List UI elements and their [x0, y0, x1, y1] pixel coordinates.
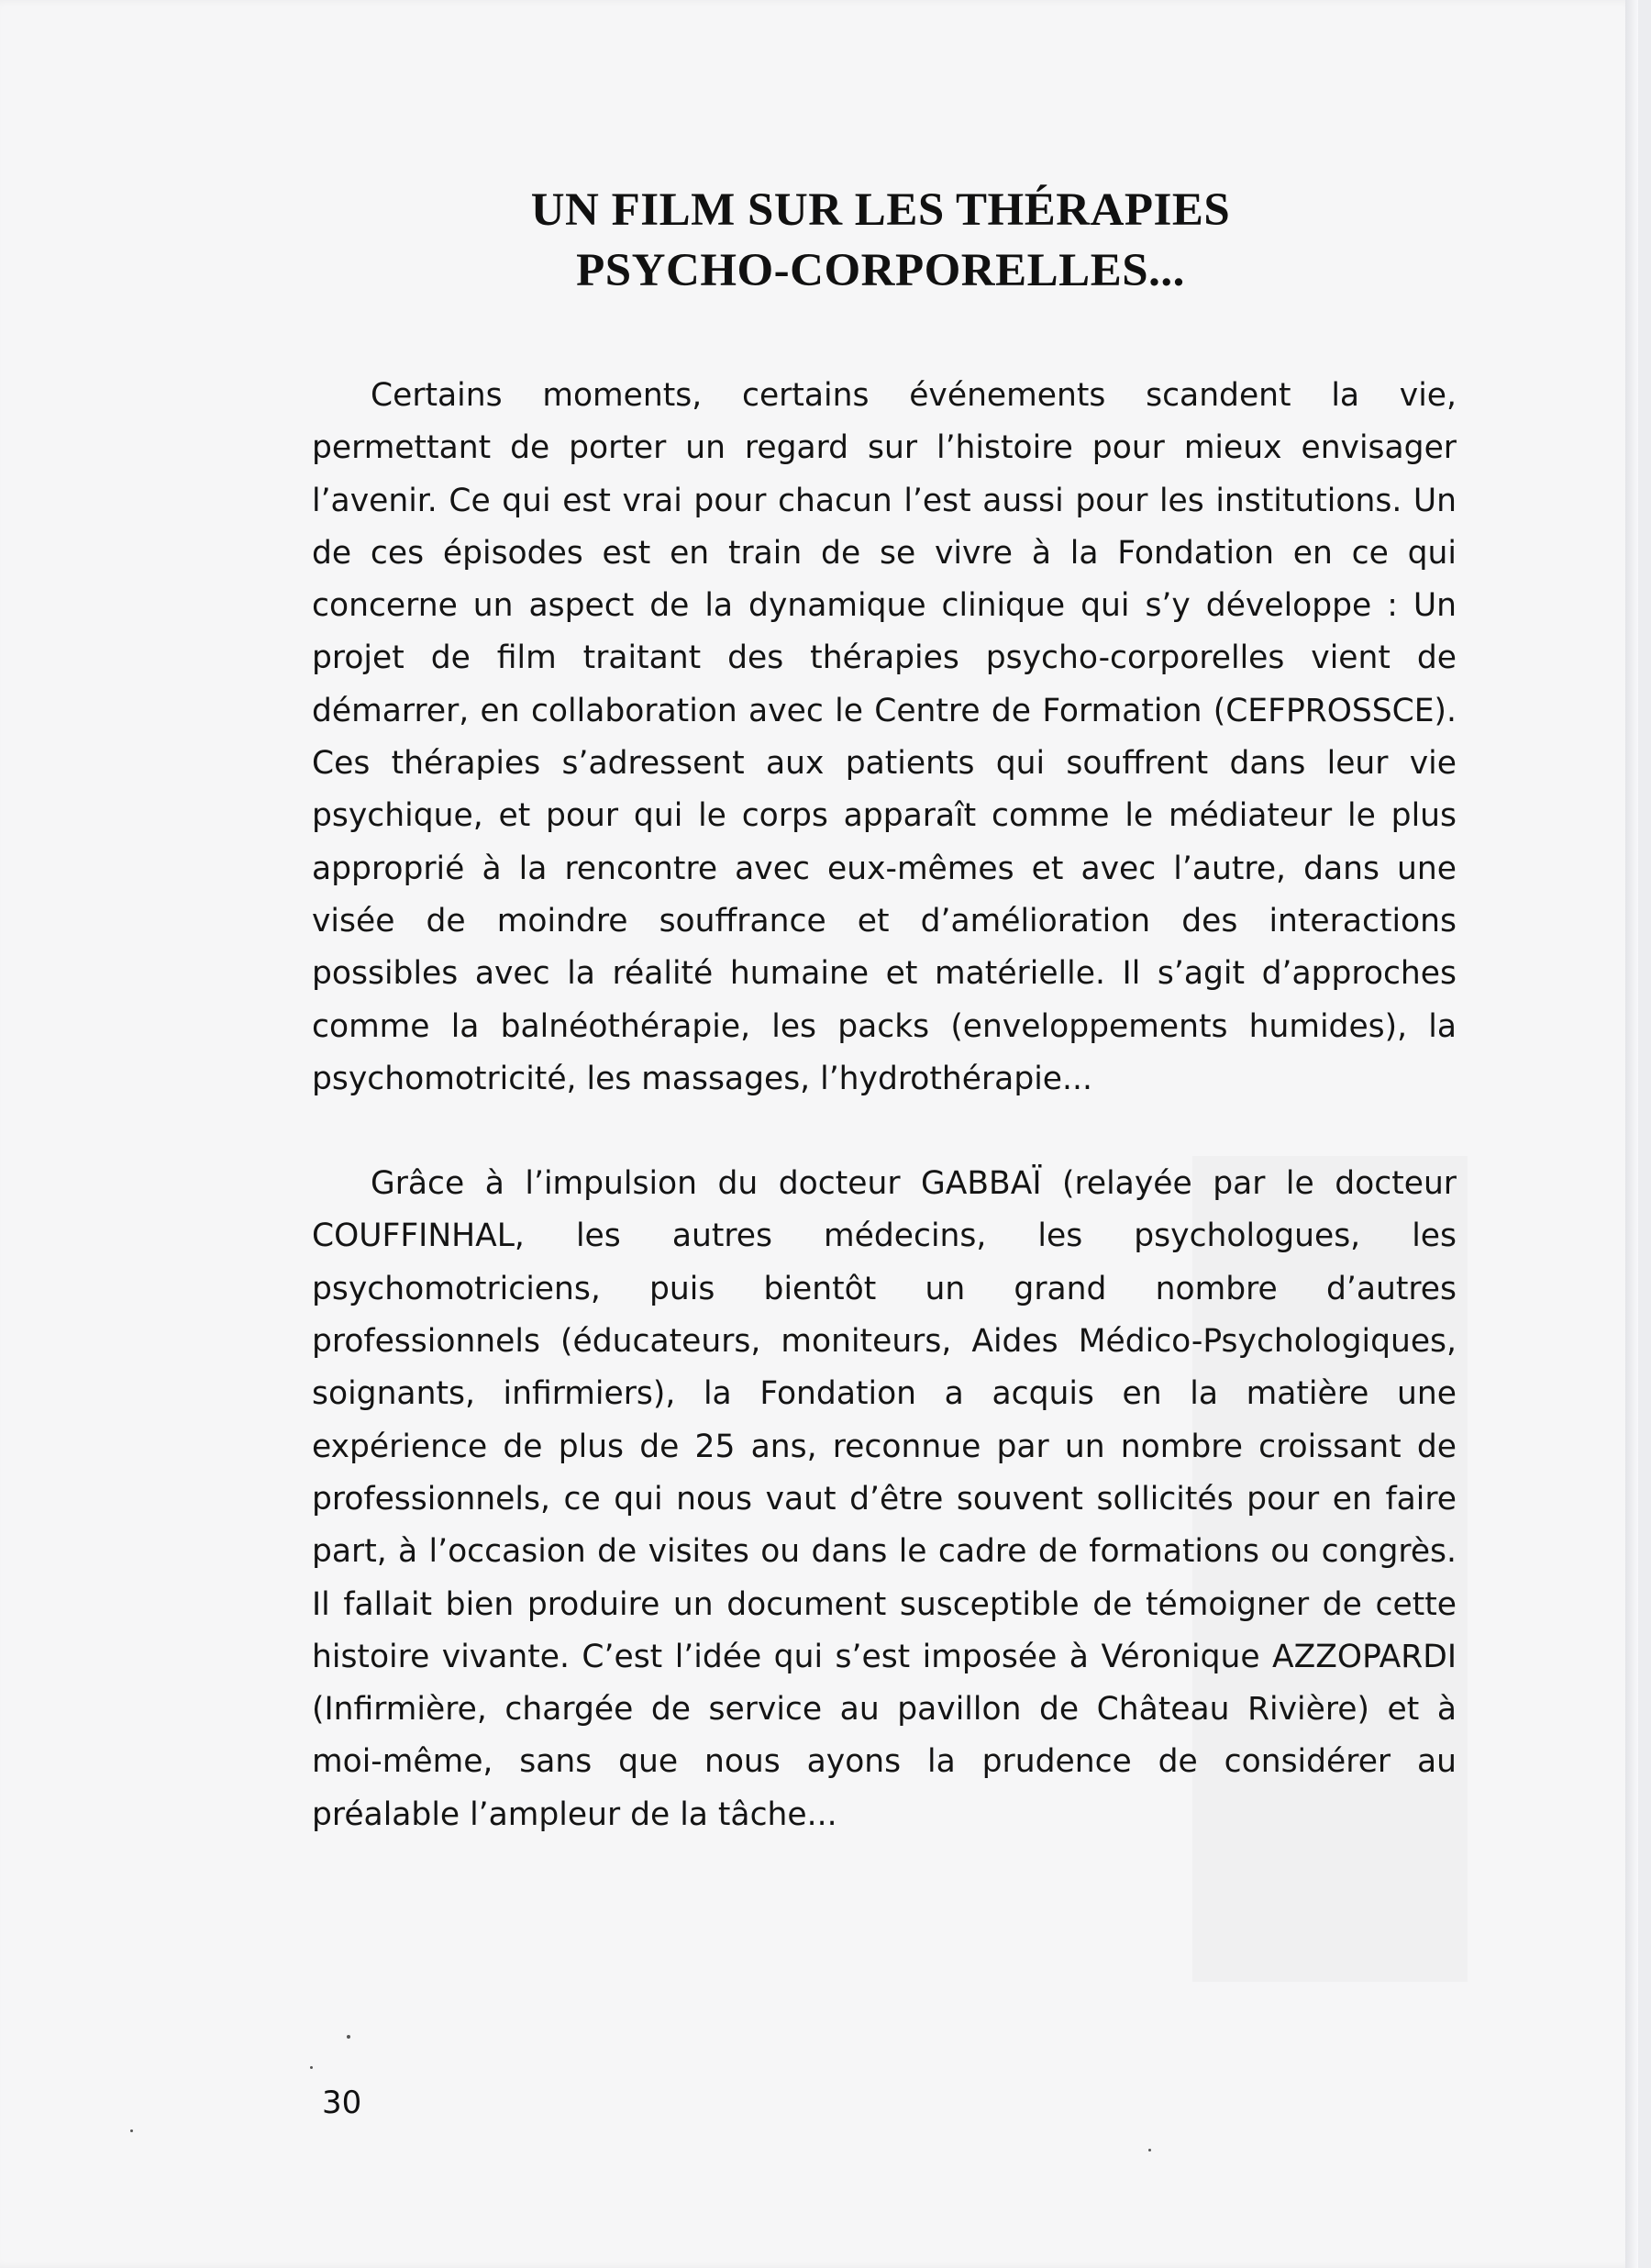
title-line-2: PSYCHO-CORPORELLES...	[576, 245, 1185, 296]
paragraph-1: Certains moments, certains événements scandent la vie, permettant de porter un regard sur l’histoire pour mieux envisager l’avenir. Ce qui est vrai pour chacun l’est aussi pour les institutions. Un de ces épisodes est en train de se vivre à la Fondation en ce qui concerne un aspect de la dynamique clinique qui s’y développe : Un projet de film traitant des thérapies psycho-corporelles vient de démarrer, en collaboration avec le Centre de Formation (CEFPROSSCE). Ces thérapies s’adressent aux patients qui souffrent dans leur vie psychique, et pour qui le corps apparaît comme le médiateur le plus approprié à la rencontre avec eux-mêmes et avec l’autre, dans une visée de moindre souffrance et d’amélioration des interactions possibles avec la réalité humaine et matérielle. Il s’agit d’approches comme la balnéothérapie, les packs (enveloppements humides), la psychomotricité, les massages, l’hydrothérapie...	[312, 377, 1457, 1097]
ink-speck	[347, 2035, 350, 2039]
paragraph-2: Grâce à l’impulsion du docteur GABBAÏ (relayée par le docteur COUFFINHAL, les autres médecins, les psychologues, les psychomotriciens, puis bientôt un grand nombre d’autres professionnels (éducateurs, moniteurs, Aides Médico-Psychologiques, soignants, infirmiers), la Fondation a acquis en la matière une expérience de plus de 25 ans, reconnue par un nombre croissant de professionnels, ce qui nous vaut d’être souvent sollicités pour en faire part, à l’occasion de visites ou dans le cadre de formations ou congrès. Il fallait bien produire un document susceptible de témoigner de cette histoire vivante. C’est l’idée qui s’est imposée à Véronique AZZOPARDI (Infirmière, chargée de service au pavillon de Château Rivière) et à moi-même, sans que nous ayons la prudence de considérer au préalable l’ampleur de la tâche...	[312, 1165, 1457, 1833]
article-title	[312, 180, 1449, 301]
page-edge	[1625, 0, 1638, 2268]
ink-speck	[310, 2066, 313, 2069]
article-body	[312, 370, 1457, 1841]
ink-speck	[1148, 2149, 1151, 2151]
title-line-1: UN FILM SUR LES THÉRAPIES	[530, 184, 1231, 236]
page-number: 30	[322, 2085, 362, 2121]
ink-speck	[130, 2129, 133, 2132]
